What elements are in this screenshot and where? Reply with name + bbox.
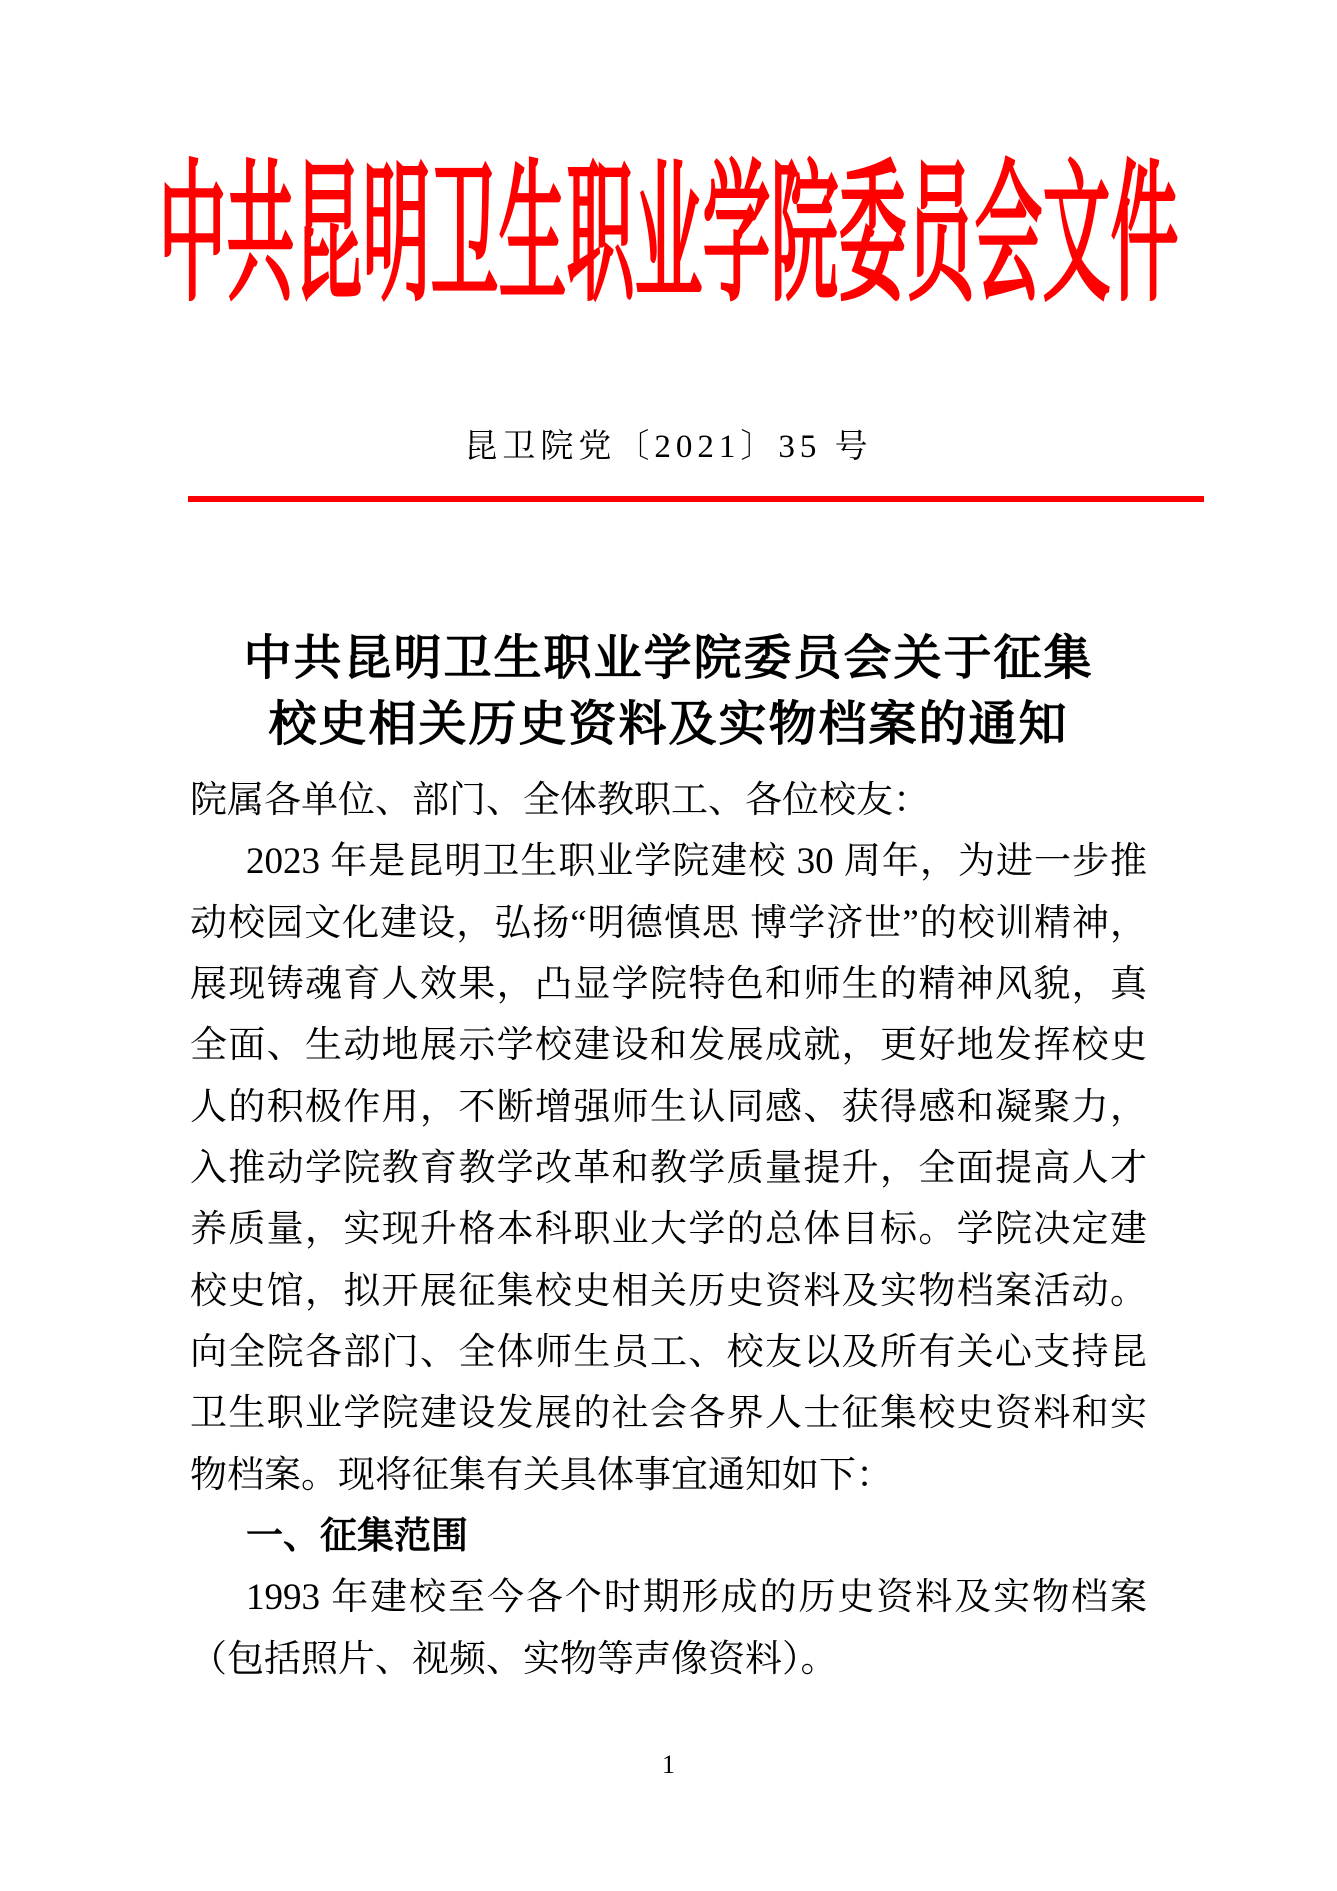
body-line: 校史馆，拟开展征集校史相关历史资料及实物档案活动。 xyxy=(190,1270,1147,1312)
document-title-line2: 校史相关历史资料及实物档案的通知 xyxy=(268,698,1069,751)
body-line: 1993 年建校至今各个时期形成的历史资料及实物档案 xyxy=(246,1577,1147,1619)
body-line: 入推动学院教育教学改革和教学质量提升，全面提高人才 xyxy=(190,1148,1147,1190)
document-body xyxy=(190,770,1147,1690)
body-line: 物档案。现将征集有关具体事宜通知如下： xyxy=(190,1454,893,1496)
body-line: 卫生职业学院建设发展的社会各界人士征集校史资料和实 xyxy=(190,1393,1147,1435)
document-title xyxy=(0,626,1337,758)
document-title-line1: 中共昆明卫生职业学院委员会关于征集 xyxy=(243,632,1094,685)
letterhead-banner xyxy=(0,140,1337,330)
body-line: 动校园文化建设，弘扬“明德慎思 博学济世”的校训精神， xyxy=(190,902,1147,944)
letterhead-title: 中共昆明卫生职业学院委员会文件 xyxy=(158,149,1179,321)
document-reference-number: 昆卫院党〔2021〕35 号 xyxy=(464,429,873,465)
body-line: 展现铸魂育人效果，凸显学院特色和师生的精神风貌，真 xyxy=(190,964,1147,1006)
section-heading: 一、征集范围 xyxy=(246,1516,468,1558)
body-line: 2023 年是昆明卫生职业学院建校 30 周年，为进一步推 xyxy=(246,841,1147,883)
salutation-line: 院属各单位、部门、全体教职工、各位校友： xyxy=(190,780,930,821)
body-line: 全面、生动地展示学校建设和发展成就，更好地发挥校史 xyxy=(190,1025,1147,1067)
body-line: （包括照片、视频、实物等声像资料）。 xyxy=(190,1638,838,1680)
body-line: 养质量，实现升格本科职业大学的总体目标。学院决定建 xyxy=(190,1209,1147,1251)
body-line: 人的积极作用，不断增强师生认同感、获得感和凝聚力， xyxy=(190,1086,1147,1128)
red-divider-rule xyxy=(188,496,1204,502)
body-line: 向全院各部门、全体师生员工、校友以及所有关心支持昆 xyxy=(190,1332,1147,1374)
page-number: 1 xyxy=(662,1750,675,1779)
